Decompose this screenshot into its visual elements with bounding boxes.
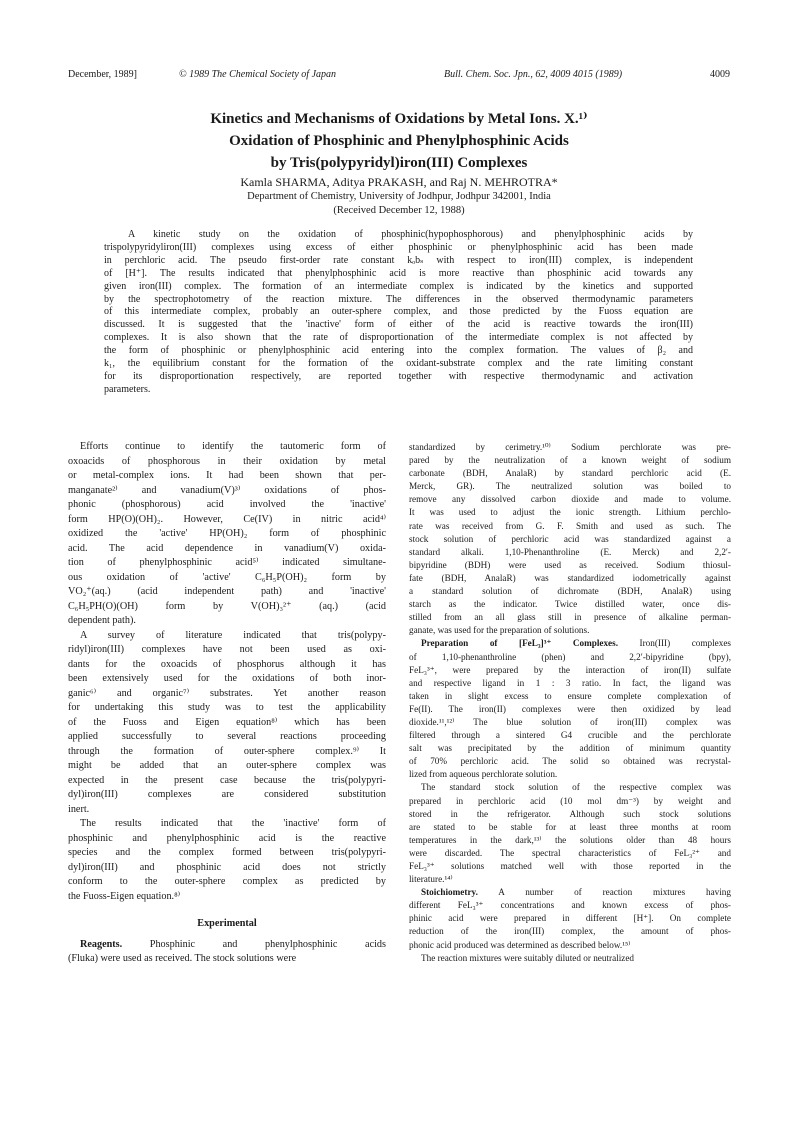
text-line: starch as the indicator. Twice distilled water, once dis- [409, 599, 731, 610]
text-line: pared by the neutralization of a known weight of sodium [409, 455, 731, 466]
abstract-line: for its disproportionation respectively, are reported together with respective thermodynamic and activation [104, 370, 693, 382]
text-line: and respective ligand in 1 : 3 ratio. In fact, the ligand was [409, 677, 731, 688]
text-line: VO₂⁺(aq.) (acid independent path) and 'inactive' [68, 586, 386, 597]
abstract-line: A kinetic study on the oxidation of phosphinic(hypophosphorous) and phenylphosphinic acids by [128, 229, 693, 240]
text-line: filtered through a sintered G4 crucible and the perchlorate [409, 730, 731, 741]
text-line: FeL₃³⁺ solutions matched well with those reported in the [409, 861, 731, 871]
title-line: Kinetics and Mechanisms of Oxidations by Metal Ions. X.¹⁾ [210, 111, 588, 127]
text-line: stored in the refrigerator. Although such stock solutions [409, 808, 731, 819]
text-line: manganate²⁾ and vanadium(V)³⁾ oxidations of phos- [68, 484, 386, 496]
stoichiometry-line [409, 886, 731, 899]
text-line: stilled from an all glass still in presence of alkaline perman- [409, 612, 731, 623]
abstract-line: in perchloric acid. The pseudo first-order rate constant kₒbₛ with respect to iron(III) complex, is independent [104, 254, 693, 266]
text-line: A survey of literature indicated that tris(polypy- [80, 629, 386, 641]
text-line: acid. The acid dependence in vanadium(V) oxida- [68, 542, 386, 554]
text-line: Efforts continue to identify the tautomeric form of [80, 441, 386, 452]
text-line: of 70% perchloric acid. The solid so obtained was recrystal- [409, 756, 731, 767]
text-line: reduction of the iron(III) complex, the amount of phos- [409, 926, 731, 937]
text-line: (Fluka) were used as received. The stock solutions were [68, 953, 297, 964]
text-line: phinic acid were prepared in different [H⁺]. On complete [409, 913, 731, 924]
heading-run-in-text: Iron(III) complexes [618, 638, 731, 649]
text-line: expected in the present case because the tris(polypyri- [68, 774, 386, 786]
text-line: dyl)iron(III) and phosphinic acid does not strictly [68, 861, 386, 873]
text-line: through the formation of outer-sphere complex.⁹⁾ It [68, 745, 386, 757]
left-column [68, 440, 386, 967]
text-line: salt was precipitated by the addition of minimum quantity [409, 743, 731, 754]
text-line: lized from aqueous perchlorate solution. [409, 769, 558, 780]
text-line: are stated to be stable for at least three months at room [409, 821, 731, 832]
abstract-line: parameters. [104, 383, 151, 395]
text-line: ganate, was used for the preparation of solutions. [409, 625, 590, 636]
text-line: oxidized the 'active' HP(OH)₂ form of phosphinic [68, 528, 386, 539]
abstract [104, 229, 693, 397]
text-line: The results indicated that the 'inactive' form of [80, 818, 386, 829]
paragraph-heading: Stoichiometry. [421, 887, 478, 898]
text-line: bipyridine (BDH) were used as received. Sodium thiosul- [409, 559, 731, 570]
issue-date: December, 1989] [68, 69, 138, 80]
abstract-line: k₁, the equilibrium constant for the formation of the oxidant-substrate complex and the rate limiting constant [104, 358, 693, 370]
text-line: standard alkali. 1,10-Phenanthroline (E. Merck) and 2,2′- [409, 546, 731, 557]
text-line: dependent path). [68, 615, 136, 626]
text-line: of 1,10-phenanthroline (phen) and 2,2′-bipyridine (bpy), [409, 651, 731, 662]
abstract-line: the form of phosphinic or phenylphosphinic acid entering into the complex formation. The values of β₂ and [104, 345, 693, 357]
text-line: form HP(O)(OH)₂. However, Ce(IV) in nitric acid⁴⁾ [68, 513, 386, 525]
affiliation: Department of Chemistry, University of Jodhpur, Jodhpur 342001, India [247, 191, 551, 202]
abstract-line: of [H⁺]. The results indicated that phenylphosphinic acid is more reactive than phosphinic acid towards any [104, 267, 693, 279]
text-line: The reaction mixtures were suitably diluted or neutralized [421, 952, 635, 963]
text-line: were discarded. The spectral characteristics of FeL₃²⁺ and [409, 847, 731, 858]
preparation-line [409, 637, 731, 650]
text-line: for undertaking this study was to test the applicability [68, 702, 386, 713]
text-line: tion of phenylphosphinic acid⁵⁾ indicated simultane- [68, 557, 386, 568]
text-line: C₆H₅PH(O)(OH) form by V(OH)₃²⁺ (aq.) (acid [68, 600, 386, 612]
paragraph-heading: Reagents. [80, 938, 123, 950]
text-line: species and the complex formed between tris(polypyri- [68, 847, 386, 858]
text-line: oxoacids of phosphorous in their oxidation by metal [68, 455, 386, 467]
author-list: Kamla SHARMA, Aditya PRAKASH, and Raj N. MEHROTRA* [240, 175, 558, 189]
journal-citation: Bull. Chem. Soc. Jpn., 62, 4009 4015 (1989) [444, 69, 623, 80]
text-line: conform to the outer-sphere complex as predicted by [68, 876, 386, 887]
received-date: (Received December 12, 1988) [333, 205, 465, 216]
abstract-line: discussed. It is suggested that the 'inactive' form of either of the acid is reactive towards the iron(III) [104, 319, 693, 331]
text-line: phonic (phosphorous) acid involved the 'inactive' [68, 499, 386, 510]
text-line: dioxide.¹¹,¹²⁾ The blue solution of iron(III) complex was [409, 716, 731, 727]
text-line: rate was received from G. F. Smith and used as such. The [409, 520, 731, 531]
text-line: been extensively used for the oxidations of both inor- [68, 673, 386, 684]
abstract-line: trispolypyridyliron(III) complexes using excess of either phosphinic or phenylphosphinic acid has been made [104, 241, 693, 253]
text-line: inert. [68, 803, 90, 815]
text-line: or metal-complex ions. It had been shown that per- [68, 470, 386, 481]
text-line: a standard solution of dichromate (BDH, AnalaR) using [409, 586, 731, 597]
text-line: standardized by cerimetry.¹⁰⁾ Sodium perchlorate was pre- [409, 442, 731, 452]
article-title [68, 108, 730, 174]
heading-run-in-text: Phosphinic and phenylphosphinic acids [122, 938, 386, 950]
text-line: different FeL₃³⁺ concentrations and known excess of phos- [409, 900, 731, 911]
text-line: The standard stock solution of the respective complex was [421, 782, 731, 793]
text-line: phosphinic and phenylphosphinic acid is the reactive [68, 832, 386, 844]
reagents-line [68, 938, 386, 953]
text-line: the Fuoss-Eigen equation.⁸⁾ [68, 890, 181, 902]
abstract-line: by the spectrophotometry of the reaction mixture. The differences in the observed thermodynamic parameters [104, 293, 693, 305]
text-line: dants for the oxoacids of phosphorus although it has [68, 658, 386, 670]
text-line: of the Fuoss and Eigen equation⁸⁾ which has been [68, 716, 386, 728]
text-line: carbonate (BDH, AnalaR) by standard perchloric acid (E. [409, 468, 731, 479]
copyright-notice: © 1989 The Chemical Society of Japan [179, 69, 337, 80]
paragraph-heading: Preparation of [FeL₃]³⁺ Complexes. [421, 638, 619, 649]
text-line: ridyl)iron(III) complexes have not been used as oxi- [68, 644, 386, 655]
text-line: ganic⁶⁾ and organic⁷⁾ substrates. Yet another reason [68, 687, 386, 699]
text-line: phonic acid produced was determined as described below.¹⁵⁾ [409, 939, 631, 950]
heading-run-in-text: A number of reaction mixtures having [477, 887, 731, 898]
text-line: applied successfully to several reactions proceeding [68, 731, 386, 742]
text-line: stock solution of perchloric acid was standardized against a [409, 533, 731, 544]
title-line: by Tris(polypyridyl)iron(III) Complexes [270, 155, 528, 171]
text-line: literature.¹⁴⁾ [409, 874, 453, 885]
section-spacer [68, 904, 386, 917]
section-heading: Experimental [197, 918, 257, 929]
text-line: Merck, GR). The neutralized solution was boiled to [409, 481, 731, 492]
right-column [409, 441, 731, 965]
text-line: fate (BDH, AnalaR) was standardized iodometrically against [409, 572, 731, 583]
text-line: taken in slight excess to ensure complete complexation of [409, 690, 731, 701]
text-line: ous oxidation of 'active' C₆H₅P(OH)₂ form by [68, 571, 386, 583]
text-line: remove any dissolved carbon dioxide and made to volume. [409, 494, 731, 505]
title-line: Oxidation of Phosphinic and Phenylphosphinic Acids [229, 133, 569, 149]
text-line: temperatures in the dark,¹³⁾ the solutions older than 48 hours [409, 834, 731, 845]
page-number: 4009 [710, 69, 730, 80]
abstract-line: of this intermediate complex, probably an outer-sphere complex, and those predicted by the Fuoss equation are [104, 306, 693, 318]
text-line: It was used to adjust the ionic strength. Lithium perchlo- [409, 507, 731, 518]
running-header [68, 69, 730, 85]
text-line: FeL₃³⁺, were prepared by the interaction of iron(II) sulfate [409, 664, 731, 675]
text-line: dyl)iron(III) complexes are considered substitution [68, 789, 386, 800]
text-line: Fe(II). The iron(II) complexes were then oxidized by lead [409, 703, 731, 714]
abstract-line: given iron(III) complex. The formation of an intermediate complex is indicated by the kinetics and supported [104, 280, 693, 292]
abstract-line: complexes. It is also shown that the rate of disproportionation of the intermediate complex is not affected by [104, 332, 693, 344]
text-line: prepared in perchloric acid (10 mol dm⁻³) by weight and [409, 795, 731, 806]
text-line: might be added that an outer-sphere complex was [68, 760, 386, 771]
